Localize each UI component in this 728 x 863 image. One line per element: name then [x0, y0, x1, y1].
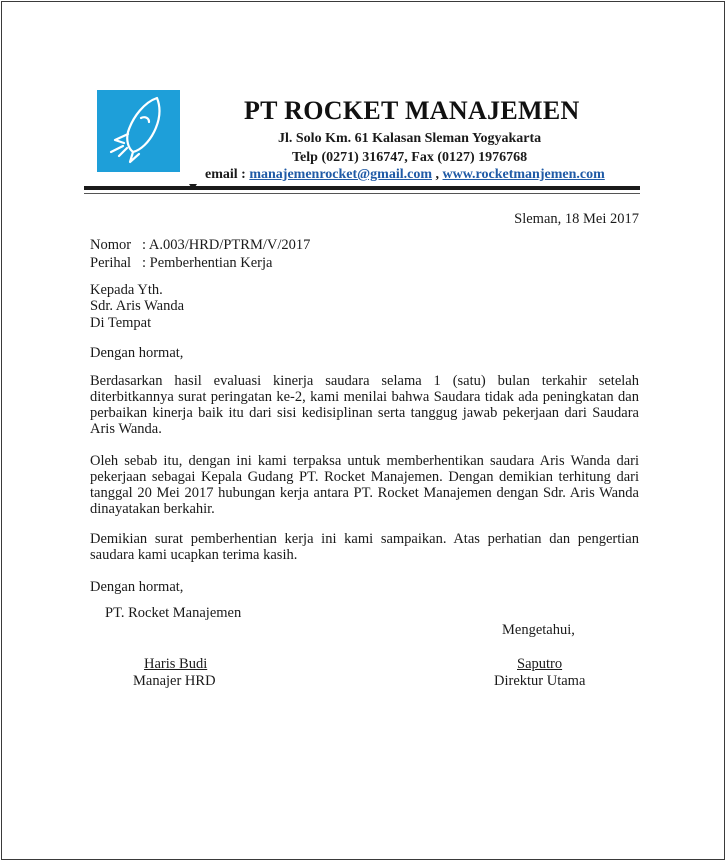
- signatory-name-director: Saputro: [517, 656, 563, 672]
- letter-date: Sleman, 18 Mei 2017: [514, 211, 639, 227]
- company-address: Jl. Solo Km. 61 Kalasan Sleman Yogyakarta: [278, 131, 542, 146]
- nomor-value: : A.003/HRD/PTRM/V/2017: [142, 237, 311, 253]
- rocket-icon: [97, 90, 180, 172]
- signatory-title-director: Direktur Utama: [494, 673, 586, 689]
- email-link[interactable]: manajemenrocket@gmail.com: [249, 167, 432, 182]
- letterhead-rule-thin: [84, 193, 640, 194]
- body-paragraph-1: Berdasarkan hasil evaluasi kinerja saudara selama 1 (satu) bulan terkahir setelah diterbitkannya surat peringatan ke-2, kami menilai bahwa Saudara tidak ada peningkatan dan perbaikan kinerja baik itu dari sisi kedisiplinan serta tanggug jawab pekerjaan dari Saudara Aris Wanda.: [90, 373, 639, 437]
- recipient-line-2: Sdr. Aris Wanda: [90, 298, 185, 314]
- greeting: Dengan hormat,: [90, 345, 184, 361]
- company-signature: PT. Rocket Manajemen: [105, 605, 242, 621]
- signatory-name-hrd: Haris Budi: [144, 656, 208, 672]
- perihal-value: : Pemberhentian Kerja: [142, 255, 273, 271]
- company-contact: [205, 167, 605, 183]
- nomor-label: Nomor: [90, 237, 132, 253]
- company-phone: Telp (0271) 316747, Fax (0127) 1976768: [292, 150, 528, 165]
- body-paragraph-2: Oleh sebab itu, dengan ini kami terpaksa untuk memberhentikan saudara Aris Wanda dari pekerjaan sebagai Kepala Gudang PT. Rocket Manajemen. Dengan demikian terhitung dari tanggal 20 Mei 2017 hubungan kerja antara PT. Rocket Manajemen dengan Sdr. Aris Wanda dinayatakan berkahir.: [90, 453, 639, 517]
- email-label: email :: [205, 167, 246, 182]
- letterhead-rule-notch: [189, 184, 197, 190]
- acknowledged-label: Mengetahui,: [502, 622, 575, 638]
- body-paragraph-3: Demikian surat pemberhentian kerja ini kami sampaikan. Atas perhatian dan pengertian saudara kami ucapkan terima kasih.: [90, 531, 639, 563]
- perihal-label: Perihal: [90, 255, 132, 271]
- website-link[interactable]: www.rocketmanjemen.com: [442, 167, 605, 182]
- closing: Dengan hormat,: [90, 579, 184, 595]
- letterhead-rule-thick: [84, 186, 640, 190]
- signatory-title-hrd: Manajer HRD: [133, 673, 216, 689]
- recipient-line-3: Di Tempat: [90, 315, 152, 331]
- recipient-line-1: Kepada Yth.: [90, 282, 163, 298]
- contact-separator: ,: [435, 167, 439, 182]
- company-name: PT ROCKET MANAJEMEN: [244, 96, 580, 125]
